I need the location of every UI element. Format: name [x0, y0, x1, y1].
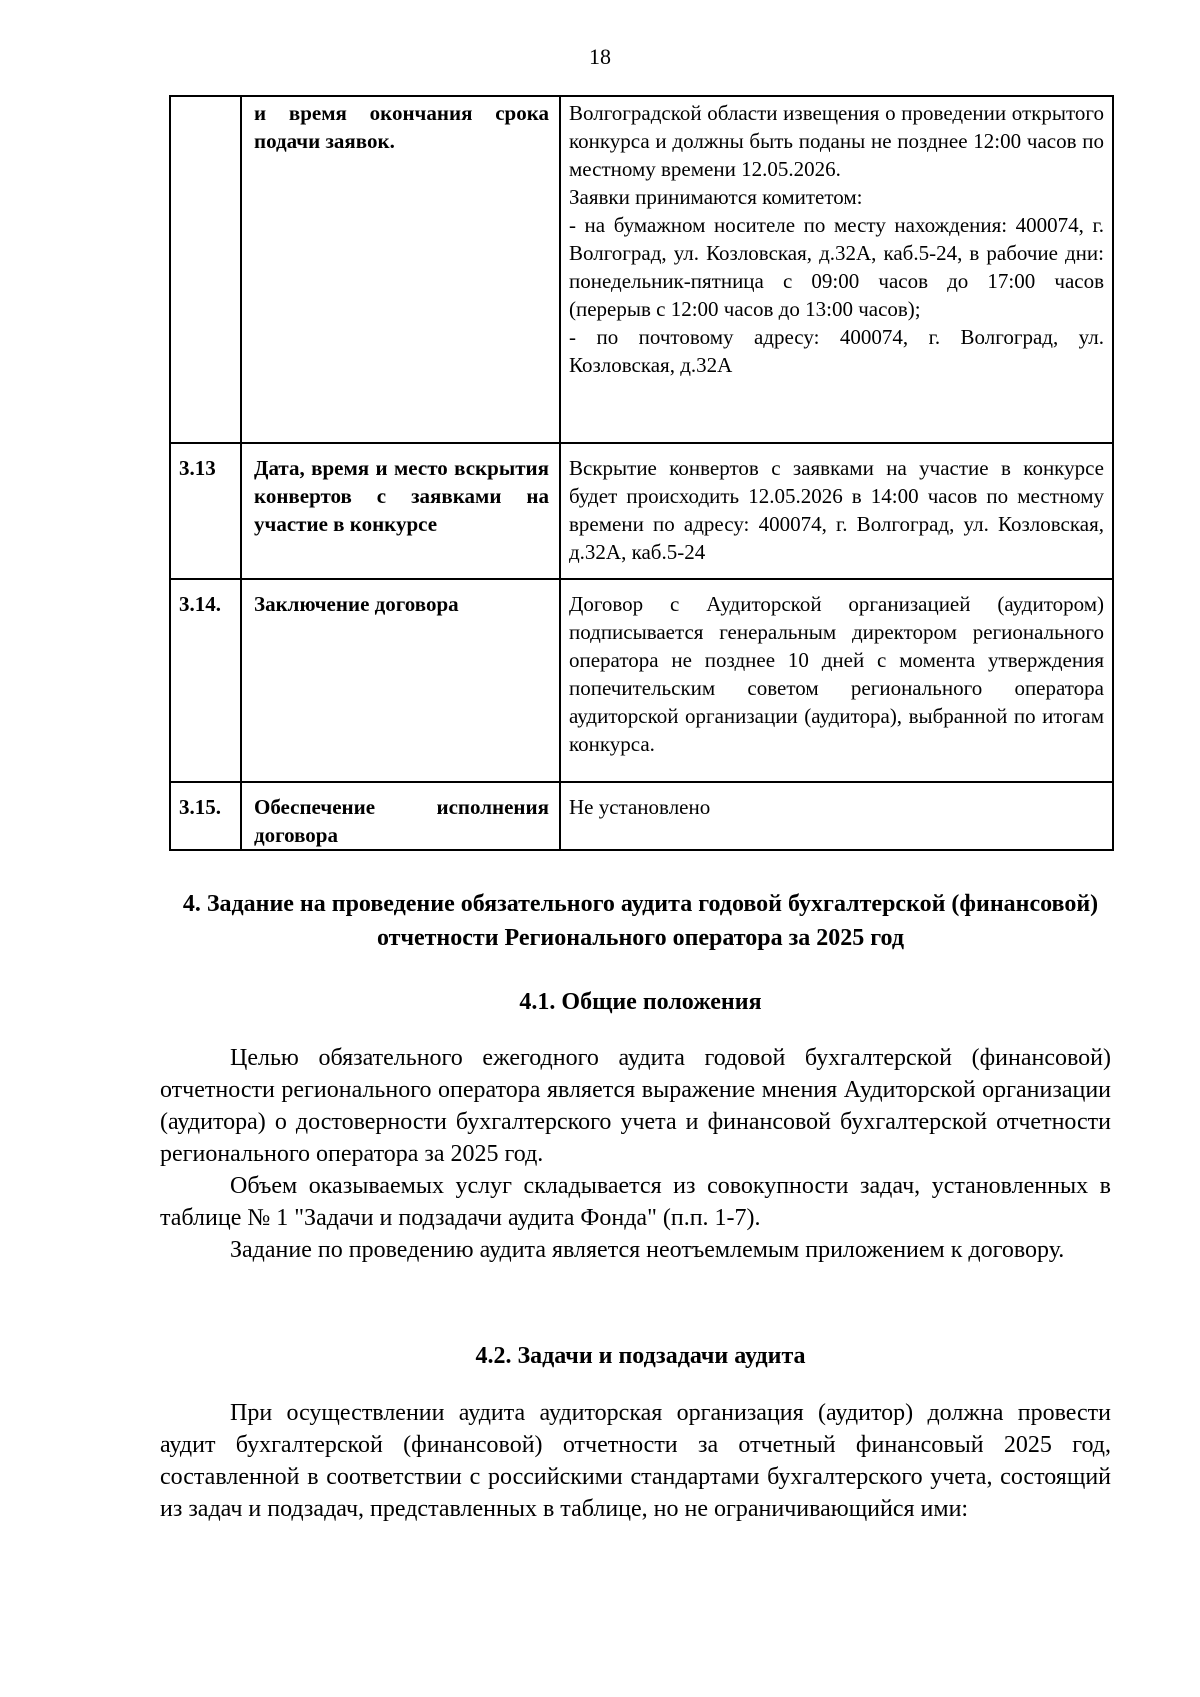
row-paragraph: Заявки принимаются комитетом: — [569, 185, 863, 209]
body-paragraph: Задание по проведению аудита является неотъемлемым приложением к договору. — [230, 1237, 1065, 1263]
row-paragraph: Договор с Аудиторской организацией (аудитором) подписывается генеральным директором регионального оператора не позднее 10 дней с момента утверждения попечительским советом регионального оператора аудиторской организации (аудитора), выбранной по итогам конкурса. — [569, 592, 1104, 756]
row-label: Дата, время и место вскрытия конвертов с заявками на участие в конкурсе — [241, 443, 560, 579]
subsection-title: 4.1. Общие положения — [519, 989, 762, 1015]
row-content — [560, 579, 1113, 782]
row-paragraph: Вскрытие конвертов с заявками на участие в конкурсе будет происходить 12.05.2026 в 14:00 часов по местному времени по адресу: 400074, г. Волгоград, ул. Козловская, д.32А, каб.5-24 — [569, 456, 1104, 564]
row-label: и время окончания срока подачи заявок. — [241, 96, 560, 443]
row-paragraph: - на бумажном носителе по месту нахождения: 400074, г. Волгоград, ул. Козловская, д.32А, каб.5-24, в рабочие дни: понедельник-пятница с 09:00 часов до 17:00 часов (перерыв с 12:00 часов до 13:00 часов); — [569, 213, 1104, 321]
body-paragraph: При осуществлении аудита аудиторская организация (аудитор) должна провести аудит бухгалтерской (финансовой) отчетности за отчетный финансовый 2025 год, составленной в соответствии с российскими стандартами бухгалтерского учета, состоящий из задач и подзадач, представленных в таблице, но не ограничивающийся ими: — [160, 1400, 1111, 1522]
page-number: 18 — [589, 44, 611, 69]
row-paragraph: Не установлено — [569, 795, 711, 819]
table-row — [170, 443, 1113, 579]
table-row — [170, 579, 1113, 782]
tender-terms-table — [169, 95, 1114, 851]
row-number: 3.15. — [170, 782, 241, 850]
section-title: 4. Задание на проведение обязательного аудита годовой бухгалтерской (финансовой) отчетности Регионального оператора за 2025 год — [182, 891, 1099, 951]
row-number: 3.13 — [170, 443, 241, 579]
row-content — [560, 96, 1113, 443]
row-number — [170, 96, 241, 443]
body-paragraph: Объем оказываемых услуг складывается из совокупности задач, установленных в таблице № 1 "Задачи и подзадачи аудита Фонда" (п.п. 1-7). — [160, 1173, 1111, 1231]
body-paragraph: Целью обязательного ежегодного аудита годовой бухгалтерской (финансовой) отчетности регионального оператора является выражение мнения Аудиторской организации (аудитора) о достоверности бухгалтерского учета и финансовой бухгалтерской отчетности регионального оператора за 2025 год. — [160, 1045, 1111, 1167]
row-content — [560, 782, 1113, 850]
row-paragraph: Волгоградской области извещения о проведении открытого конкурса и должны быть поданы не позднее 12:00 часов по местному времени 12.05.2026. — [569, 101, 1104, 181]
table-row — [170, 96, 1113, 443]
row-label: Обеспечение исполнения договора — [241, 782, 560, 850]
row-paragraph: - по почтовому адресу: 400074, г. Волгоград, ул. Козловская, д.32А — [569, 325, 1104, 377]
row-label: Заключение договора — [241, 579, 560, 782]
subsection-title: 4.2. Задачи и подзадачи аудита — [475, 1343, 806, 1369]
row-number: 3.14. — [170, 579, 241, 782]
row-content — [560, 443, 1113, 579]
table-row — [170, 782, 1113, 850]
